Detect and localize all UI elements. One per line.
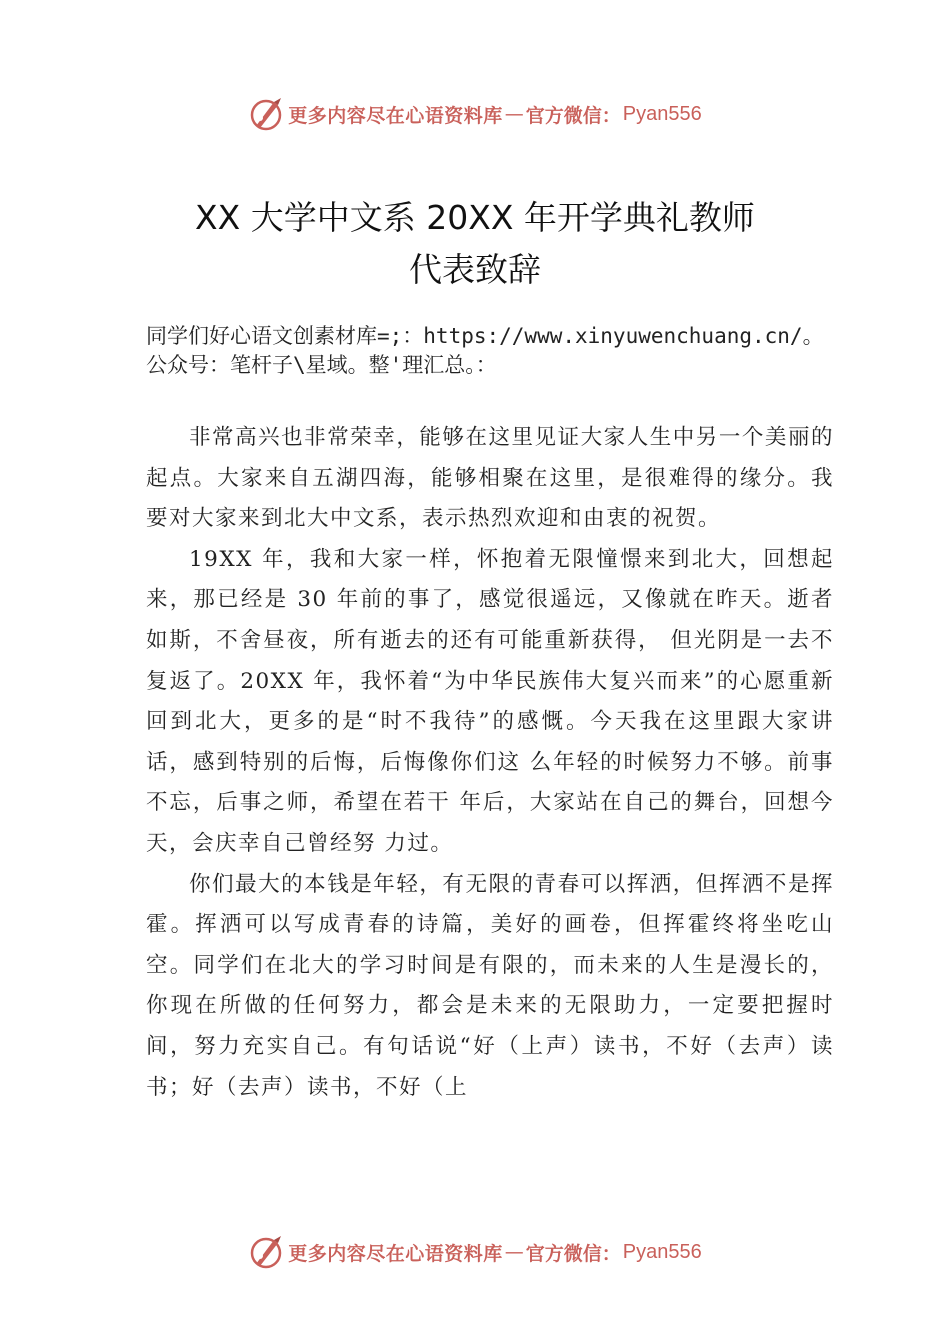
document-title-line1: XX 大学中文系 20XX 年开学典礼教师	[195, 198, 755, 237]
banner-wechat-label: 官方微信：	[525, 1242, 621, 1265]
paragraph: 19XX 年，我和大家一样，怀抱着无限憧憬来到北大，回想起来，那已经是 30 年前的事了，感觉很遥远，又像就在昨天。逝者如斯，不舍昼夜，所有逝去的还有可能重新获得， 但光阴是一去不复返了。20XX 年，我怀着“为中华民族伟大复兴而来”的心愿重新回到北大，更多的是“时不我待”的感慨。今天我在这里跟大家讲话，感到特别的后悔，后悔像你们这 么年轻的时候努力不够。前事不忘，后事之师，希望在若干 年后，大家站在自己的舞台，回想今天，会庆幸自己曾经努 力过。	[146, 546, 834, 856]
banner-wechat-label: 官方微信：	[525, 104, 621, 127]
banner-wechat-id: Pyan556	[622, 102, 702, 125]
document-title-line2: 代表致辞	[409, 250, 541, 289]
paragraph: 你们最大的本钱是年轻，有无限的青春可以挥洒，但挥洒不是挥霍。挥洒可以写成青春的诗篇，美好的画卷，但挥霍终将坐吃山空。同学们在北大的学习时间是有限的，而未来的人生是漫长的，你现在所做的任何努力，都会是未来的无限助力，一定要把握时间，努力充实自己。有句话说“好（上声）读书，不好（去声）读书；好（去声）读书，不好（上	[146, 871, 834, 1100]
banner-site-text: 更多内容尽在心语资料库	[288, 1242, 503, 1265]
banner-site-text: 更多内容尽在心语资料库	[288, 104, 503, 127]
document-body	[146, 418, 834, 1108]
quill-logo-icon	[248, 1234, 284, 1270]
footer-banner	[0, 1232, 950, 1272]
banner-separator: —	[504, 1241, 524, 1263]
quill-logo-icon	[248, 96, 284, 132]
intro-text: 同学们好心语文创素材库=;：https://www.xinyuwenchuang.cn/。公众号：笔杆子\星域。整'理汇总。：	[146, 324, 824, 377]
header-banner	[0, 94, 950, 134]
banner-wechat-id: Pyan556	[622, 1240, 702, 1263]
paragraph: 非常高兴也非常荣幸，能够在这里见证大家人生中另一个美丽的起点。大家来自五湖四海，能够相聚在这里，是很难得的缘分。我要对大家来到北大中文系，表示热烈欢迎和由衷的祝贺。	[146, 425, 834, 532]
banner-separator: —	[504, 103, 524, 125]
